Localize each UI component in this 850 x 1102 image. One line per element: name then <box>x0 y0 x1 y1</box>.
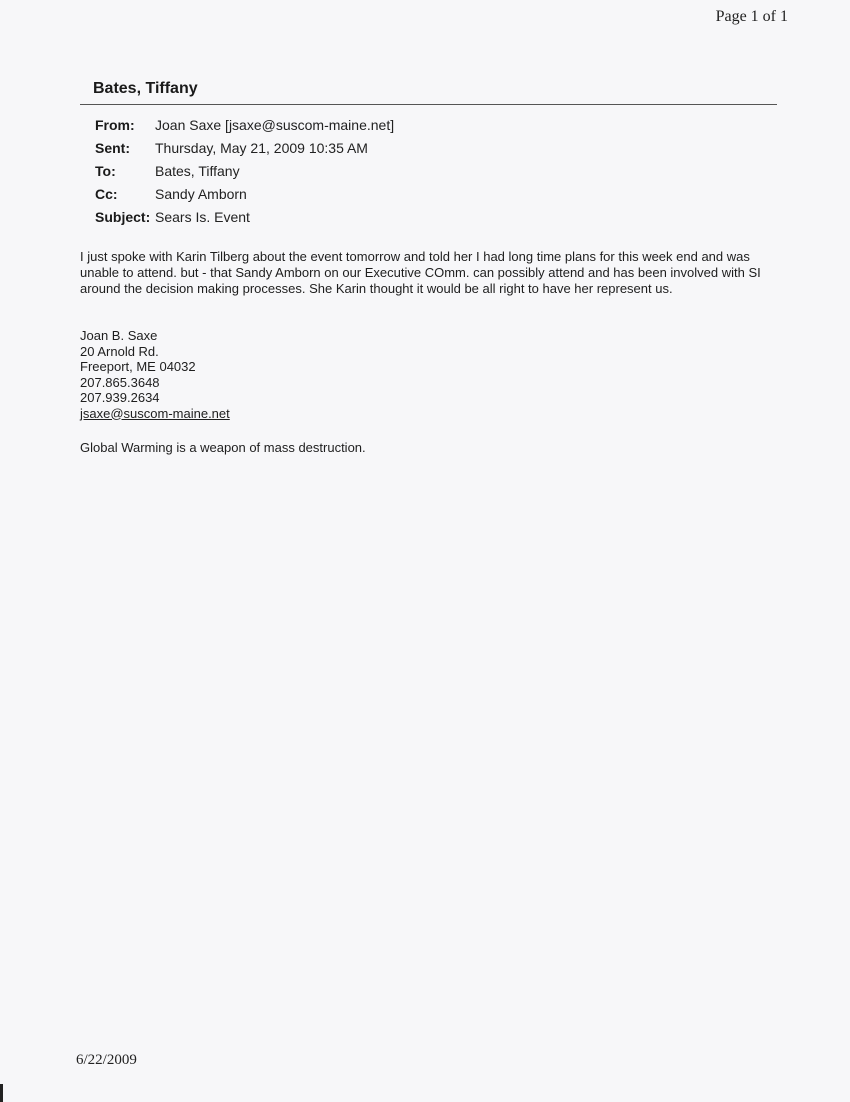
header-divider <box>80 104 777 105</box>
signature-email-link[interactable]: jsaxe@suscom-maine.net <box>80 405 230 421</box>
mailbox-owner-heading: Bates, Tiffany <box>93 80 198 97</box>
email-body: I just spoke with Karin Tilberg about the event tomorrow and told her I had long time plans for this week end and was unable to attend. but - that Sandy Amborn on our Executive COmm. can possibly attend and has been involved with SI around the decision making processes. She Karin thought it would be all right to have her represent us. <box>80 249 761 296</box>
email-tagline: Global Warming is a weapon of mass destruction. <box>80 440 366 455</box>
scan-edge-mark <box>0 1084 3 1102</box>
subject-row <box>95 209 394 232</box>
subject-value: Sears Is. Event <box>155 209 250 225</box>
subject-label: Subject: <box>95 209 151 225</box>
cc-row <box>95 186 394 209</box>
signature-name: Joan B. Saxe <box>80 328 158 343</box>
page-number: Page 1 of 1 <box>715 8 788 25</box>
signature-street: 20 Arnold Rd. <box>80 343 159 359</box>
signature-block <box>80 328 230 421</box>
sent-label: Sent: <box>95 140 130 156</box>
print-date: 6/22/2009 <box>76 1052 137 1068</box>
from-label: From: <box>95 117 135 133</box>
from-value: Joan Saxe [jsaxe@suscom-maine.net] <box>155 117 395 133</box>
to-row <box>95 163 394 186</box>
signature-city: Freeport, ME 04032 <box>80 359 196 374</box>
sent-row <box>95 140 394 163</box>
to-label: To: <box>95 163 116 179</box>
signature-phone-1: 207.865.3648 <box>80 374 160 390</box>
signature-phone-2: 207.939.2634 <box>80 390 160 405</box>
to-value: Bates, Tiffany <box>155 163 240 179</box>
from-row <box>95 117 394 140</box>
cc-value: Sandy Amborn <box>155 186 247 202</box>
cc-label: Cc: <box>95 186 118 202</box>
sent-value: Thursday, May 21, 2009 10:35 AM <box>155 140 368 156</box>
email-header-fields <box>95 117 394 232</box>
